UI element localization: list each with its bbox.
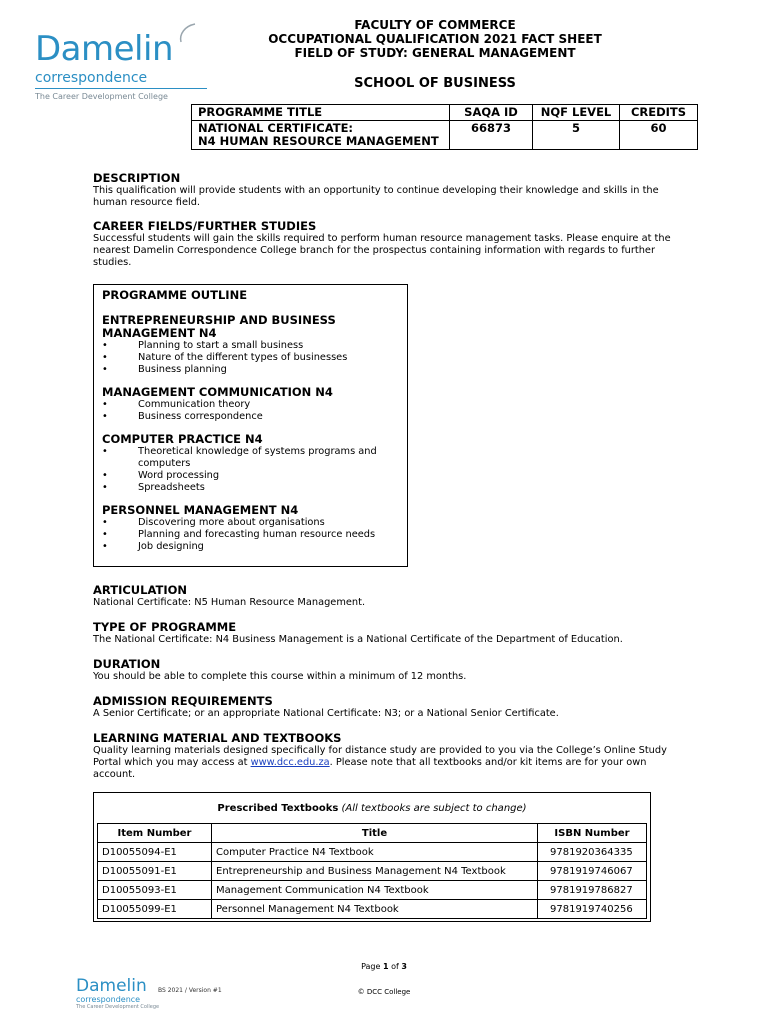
textbooks-box xyxy=(93,792,651,922)
description-heading: DESCRIPTION xyxy=(93,171,181,185)
table-row xyxy=(98,900,647,919)
table-row xyxy=(98,862,647,881)
damelin-logo xyxy=(35,29,207,101)
footer-logo-wordmark: Damelin xyxy=(76,976,147,996)
learning-heading: LEARNING MATERIAL AND TEXTBOOKS xyxy=(93,731,342,745)
table-row xyxy=(98,881,647,900)
outline-group-title: COMPUTER PRACTICE N4 xyxy=(102,432,263,446)
logo-wordmark: Damelin xyxy=(35,29,173,69)
textbooks-title-bold: Prescribed Textbooks xyxy=(217,803,339,814)
career-section xyxy=(93,219,683,269)
outline-group-title: MANAGEMENT COMMUNICATION N4 xyxy=(102,385,333,399)
programme-title-line2: N4 HUMAN RESOURCE MANAGEMENT xyxy=(198,134,439,148)
item-number-cell: D10055091-E1 xyxy=(98,862,212,881)
logo-tagline: The Career Development College xyxy=(35,92,168,101)
programme-title-header: PROGRAMME TITLE xyxy=(192,105,450,121)
title-cell: Personnel Management N4 Textbook xyxy=(212,900,538,919)
outline-item: • Business planning xyxy=(102,364,399,376)
duration-section xyxy=(93,657,683,683)
credits-header: CREDITS xyxy=(620,105,698,121)
isbn-cell: 9781920364335 xyxy=(538,843,647,862)
programme-header-row xyxy=(192,105,698,121)
outline-item: • Communication theory xyxy=(102,399,399,411)
faculty-heading: FACULTY OF COMMERCE xyxy=(354,18,516,32)
textbooks-header-row xyxy=(98,824,647,843)
credits-value: 60 xyxy=(620,121,698,150)
version-label: BS 2021 / Version #1 xyxy=(158,987,222,994)
learning-section xyxy=(93,731,683,781)
table-row xyxy=(98,843,647,862)
description-section xyxy=(93,171,683,209)
field-of-study-heading: FIELD OF STUDY: GENERAL MANAGEMENT xyxy=(294,46,576,60)
description-text: This qualification will provide students with an opportunity to continue developing their knowledge and skills in the human resource field. xyxy=(93,185,659,208)
outline-list xyxy=(102,517,399,553)
school-heading: SCHOOL OF BUSINESS xyxy=(354,76,516,91)
portal-link[interactable]: www.dcc.edu.za xyxy=(250,757,330,768)
textbooks-title-note: (All textbooks are subject to change) xyxy=(341,803,527,814)
outline-title: PROGRAMME OUTLINE xyxy=(102,288,248,302)
outline-item: • Planning to start a small business xyxy=(102,340,399,352)
page-of: of xyxy=(388,962,402,971)
articulation-heading: ARTICULATION xyxy=(93,583,187,597)
outline-list xyxy=(102,399,399,423)
outline-item: • Word processing xyxy=(102,470,399,482)
outline-item: • Theoretical knowledge of systems programs and computers xyxy=(102,446,399,470)
saqa-id-header: SAQA ID xyxy=(450,105,533,121)
page-current: 1 xyxy=(382,962,389,971)
isbn-cell: 9781919786827 xyxy=(538,881,647,900)
saqa-id-value: 66873 xyxy=(450,121,533,150)
learning-text xyxy=(93,745,683,781)
isbn-cell: 9781919740256 xyxy=(538,900,647,919)
logo-divider xyxy=(35,88,207,89)
outline-item: • Planning and forecasting human resource needs xyxy=(102,529,399,541)
programme-title-cell xyxy=(192,121,450,150)
learning-text-after: . Please note that all textbooks and/or kit items are for your own account. xyxy=(93,757,647,780)
outline-item: • Business correspondence xyxy=(102,411,399,423)
outline-group xyxy=(102,504,399,553)
page-total: 3 xyxy=(401,962,407,971)
footer-logo-subtitle: correspondence xyxy=(76,995,141,1004)
logo-subtitle: correspondence xyxy=(35,70,148,86)
outline-group-title: PERSONNEL MANAGEMENT N4 xyxy=(102,503,299,517)
admission-heading: ADMISSION REQUIREMENTS xyxy=(93,694,273,708)
logo-swoosh-icon xyxy=(177,22,197,44)
footer-logo-tagline: The Career Development College xyxy=(76,1004,160,1010)
item-number-cell: D10055099-E1 xyxy=(98,900,212,919)
type-text: The National Certificate: N4 Business Management is a National Certificate of the Department of Education. xyxy=(93,634,623,645)
outline-item: • Spreadsheets xyxy=(102,482,399,494)
programme-data-row xyxy=(192,121,698,150)
admission-text: A Senior Certificate; or an appropriate National Certificate: N3; or a National Senior Certificate. xyxy=(93,708,559,719)
outline-list xyxy=(102,340,399,376)
textbooks-title xyxy=(94,803,650,814)
learning-text-before: Quality learning materials designed specifically for distance study are provided to you via the College’s Online Study Portal which you may access at xyxy=(93,745,667,768)
item-number-header: Item Number xyxy=(98,824,212,843)
programme-title-line1: NATIONAL CERTIFICATE: xyxy=(198,121,354,135)
duration-heading: DURATION xyxy=(93,657,161,671)
outline-group xyxy=(102,314,399,376)
outline-item: • Discovering more about organisations xyxy=(102,517,399,529)
duration-text: You should be able to complete this course within a minimum of 12 months. xyxy=(93,671,467,682)
textbooks-table xyxy=(97,823,647,919)
outline-item: • Job designing xyxy=(102,541,399,553)
outline-group xyxy=(102,433,399,494)
isbn-cell: 9781919746067 xyxy=(538,862,647,881)
career-heading: CAREER FIELDS/FURTHER STUDIES xyxy=(93,219,317,233)
title-cell: Entrepreneurship and Business Management N4 Textbook xyxy=(212,862,538,881)
programme-outline-box xyxy=(93,284,408,567)
fact-sheet-heading: OCCUPATIONAL QUALIFICATION 2021 FACT SHEET xyxy=(268,32,602,46)
outline-list xyxy=(102,446,399,494)
item-number-cell: D10055094-E1 xyxy=(98,843,212,862)
programme-table xyxy=(191,104,698,150)
career-text: Successful students will gain the skills required to perform human resource management tasks. Please enquire at the nearest Damelin Correspondence College branch for the prospectus containing information with regards to further studies. xyxy=(93,233,671,268)
page-number xyxy=(0,962,768,971)
page-prefix: Page xyxy=(361,962,383,971)
isbn-header: ISBN Number xyxy=(538,824,647,843)
item-number-cell: D10055093-E1 xyxy=(98,881,212,900)
articulation-section xyxy=(93,583,683,609)
copyright-label: © DCC College xyxy=(357,988,411,996)
title-header: Title xyxy=(212,824,538,843)
title-cell: Computer Practice N4 Textbook xyxy=(212,843,538,862)
articulation-text: National Certificate: N5 Human Resource Management. xyxy=(93,597,366,608)
nqf-level-value: 5 xyxy=(533,121,620,150)
nqf-level-header: NQF LEVEL xyxy=(533,105,620,121)
type-section xyxy=(93,620,683,646)
outline-group-title: ENTREPRENEURSHIP AND BUSINESS MANAGEMENT N4 xyxy=(102,313,336,340)
type-heading: TYPE OF PROGRAMME xyxy=(93,620,237,634)
title-cell: Management Communication N4 Textbook xyxy=(212,881,538,900)
outline-item: • Nature of the different types of businesses xyxy=(102,352,399,364)
outline-group xyxy=(102,386,399,423)
admission-section xyxy=(93,694,683,720)
